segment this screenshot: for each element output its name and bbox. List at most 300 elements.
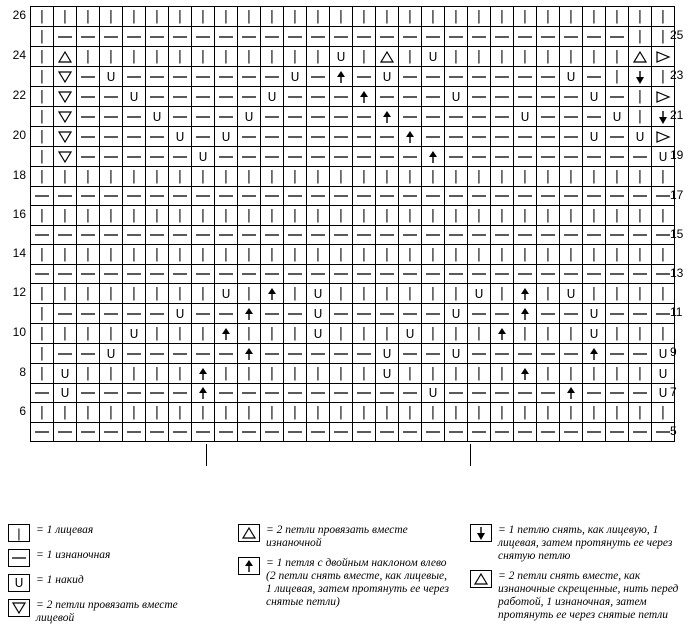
chart-cell: |: [215, 245, 238, 265]
chart-cell: [583, 384, 606, 403]
chart-cell: U: [652, 364, 675, 384]
chart-cell: |: [169, 7, 192, 27]
chart-cell: |: [583, 403, 606, 423]
chart-cell: |: [261, 7, 284, 27]
chart-cell: [169, 187, 192, 206]
chart-cell: |: [330, 206, 353, 226]
chart-cell: |: [652, 324, 675, 344]
chart-cell: [261, 67, 284, 87]
chart-cell: |: [31, 245, 54, 265]
chart-cell: |: [238, 167, 261, 187]
chart-cell: [215, 147, 238, 167]
chart-cell: [560, 344, 583, 364]
legend-symbol-double-decrease-icon: [238, 557, 260, 575]
chart-cell: |: [100, 403, 123, 423]
chart-cell: |: [491, 167, 514, 187]
chart-cell: [514, 27, 537, 47]
chart-cell: |: [307, 245, 330, 265]
chart-cell: |: [169, 167, 192, 187]
chart-cell: [261, 27, 284, 47]
chart-cell: [284, 187, 307, 206]
chart-cell: [353, 87, 376, 107]
chart-cell: |: [123, 403, 146, 423]
chart-cell: [238, 344, 261, 364]
chart-cell: [560, 304, 583, 324]
chart-cell: |: [284, 167, 307, 187]
chart-cell: [54, 127, 77, 147]
chart-cell: [422, 107, 445, 127]
chart-cell: [606, 384, 629, 403]
chart-cell: |: [100, 206, 123, 226]
chart-cell: [376, 304, 399, 324]
chart-cell: [583, 27, 606, 47]
row-label-right: 19: [670, 148, 684, 162]
chart-cell: |: [491, 7, 514, 27]
chart-cell: |: [399, 47, 422, 67]
chart-cell: [422, 344, 445, 364]
chart-cell: [514, 284, 537, 304]
chart-row: [31, 67, 675, 87]
chart-cell: [468, 187, 491, 206]
chart-cell: |: [422, 245, 445, 265]
chart-cell: [215, 324, 238, 344]
chart-cell: [468, 384, 491, 403]
chart-cell: [399, 147, 422, 167]
chart-cell: [537, 187, 560, 206]
row-label-right: 21: [670, 108, 684, 122]
chart-cell: |: [307, 403, 330, 423]
chart-cell: |: [376, 167, 399, 187]
chart-cell: U: [284, 67, 307, 87]
chart-cell: |: [54, 324, 77, 344]
legend-symbol-p2tog-icon: [470, 570, 492, 588]
chart-cell: U: [100, 344, 123, 364]
chart-cell: |: [445, 364, 468, 384]
chart-cell: [468, 344, 491, 364]
chart-cell: |: [123, 7, 146, 27]
chart-cell: [422, 226, 445, 245]
chart-cell: [376, 226, 399, 245]
chart-cell: |: [215, 403, 238, 423]
chart-cell: [491, 384, 514, 403]
chart-cell: [629, 384, 652, 403]
chart-cell: |: [629, 324, 652, 344]
chart-cell: |: [629, 403, 652, 423]
chart-cell: |: [514, 245, 537, 265]
chart-cell: [353, 67, 376, 87]
chart-cell: [54, 87, 77, 107]
chart-cell: U: [606, 107, 629, 127]
chart-cell: |: [54, 7, 77, 27]
chart-cell: |: [261, 47, 284, 67]
chart-cell: [353, 265, 376, 284]
chart-cell: [445, 384, 468, 403]
chart-cell: [399, 384, 422, 403]
chart-cell: [169, 147, 192, 167]
chart-cell: [261, 265, 284, 284]
chart-cell: |: [652, 27, 675, 47]
chart-cell: |: [169, 47, 192, 67]
chart-row: [31, 147, 675, 167]
chart-cell: |: [353, 403, 376, 423]
chart-cell: [54, 344, 77, 364]
chart-cell: U: [629, 127, 652, 147]
chart-cell: |: [399, 403, 422, 423]
chart-cell: |: [31, 167, 54, 187]
chart-cell: [215, 384, 238, 403]
chart-cell: [491, 187, 514, 206]
chart-cell: [192, 67, 215, 87]
chart-cell: |: [652, 403, 675, 423]
chart-cell: |: [31, 87, 54, 107]
chart-cell: |: [31, 304, 54, 324]
chart-cell: |: [583, 47, 606, 67]
chart-cell: [330, 87, 353, 107]
chart-cell: [652, 47, 675, 67]
chart-cell: [468, 107, 491, 127]
chart-cell: |: [629, 27, 652, 47]
chart-cell: [514, 67, 537, 87]
chart-cell: [215, 304, 238, 324]
chart-cell: |: [629, 7, 652, 27]
chart-cell: [31, 187, 54, 206]
chart-cell: [537, 87, 560, 107]
chart-cell: [514, 127, 537, 147]
row-label-left: 24: [12, 48, 26, 62]
chart-cell: |: [537, 403, 560, 423]
chart-cell: [353, 187, 376, 206]
chart-cell: |: [284, 7, 307, 27]
chart-cell: [307, 27, 330, 47]
chart-cell: [491, 107, 514, 127]
chart-cell: U: [169, 304, 192, 324]
chart-cell: [606, 87, 629, 107]
chart-cell: [238, 384, 261, 403]
chart-cell: |: [77, 364, 100, 384]
legend-item: [238, 557, 453, 609]
chart-cell: [514, 344, 537, 364]
chart-cell: [560, 147, 583, 167]
chart-cell: [123, 344, 146, 364]
chart-cell: |: [284, 284, 307, 304]
chart-cell: |: [583, 245, 606, 265]
chart-cell: |: [146, 324, 169, 344]
chart-cell: [353, 384, 376, 403]
chart-cell: |: [284, 403, 307, 423]
chart-cell: [560, 265, 583, 284]
chart-cell: [422, 87, 445, 107]
chart-cell: [445, 107, 468, 127]
chart-cell: [399, 87, 422, 107]
chart-cell: |: [422, 284, 445, 304]
chart-row: [31, 304, 675, 324]
chart-cell: [100, 226, 123, 245]
chart-cell: [537, 147, 560, 167]
chart-cell: |: [606, 167, 629, 187]
chart-cell: |: [215, 364, 238, 384]
chart-cell: U: [376, 344, 399, 364]
chart-cell: U: [445, 344, 468, 364]
chart-cell: [238, 27, 261, 47]
chart-cell: |: [100, 245, 123, 265]
chart-cell: |: [31, 403, 54, 423]
chart-cell: [284, 147, 307, 167]
chart-cell: [537, 384, 560, 403]
chart-cell: U: [445, 304, 468, 324]
chart-cell: |: [560, 167, 583, 187]
chart-cell: [606, 344, 629, 364]
chart-cell: [215, 27, 238, 47]
row-label-right: 11: [670, 305, 683, 319]
chart-cell: |: [353, 284, 376, 304]
chart-cell: |: [284, 245, 307, 265]
chart-cell: |: [100, 284, 123, 304]
chart-cell: [491, 87, 514, 107]
legend-item: [238, 524, 453, 550]
chart-cell: |: [77, 167, 100, 187]
chart-row: [31, 47, 675, 67]
chart-cell: U: [261, 87, 284, 107]
chart-cell: |: [652, 7, 675, 27]
chart-cell: |: [606, 403, 629, 423]
chart-cell: [629, 423, 652, 442]
chart-row: [31, 245, 675, 265]
chart-cell: |: [169, 324, 192, 344]
chart-cell: |: [31, 107, 54, 127]
chart-table: [30, 6, 675, 442]
legend-column-2: [238, 524, 453, 616]
legend-symbol-purl-icon: [8, 549, 30, 567]
chart-cell: |: [54, 245, 77, 265]
chart-cell: [238, 423, 261, 442]
chart-cell: [353, 147, 376, 167]
chart-cell: [100, 187, 123, 206]
chart-cell: [537, 265, 560, 284]
chart-cell: [146, 67, 169, 87]
chart-cell: [583, 226, 606, 245]
chart-cell: |: [169, 284, 192, 304]
chart-cell: [399, 344, 422, 364]
chart-cell: [307, 226, 330, 245]
chart-cell: |: [31, 47, 54, 67]
chart-cell: |: [606, 67, 629, 87]
chart-row: [31, 344, 675, 364]
chart-cell: |: [330, 324, 353, 344]
chart-cell: |: [238, 364, 261, 384]
chart-cell: [606, 147, 629, 167]
chart-cell: [192, 87, 215, 107]
chart-cell: U: [215, 127, 238, 147]
chart-cell: |: [307, 206, 330, 226]
chart-cell: |: [537, 167, 560, 187]
chart-cell: U: [376, 67, 399, 87]
chart-cell: [399, 265, 422, 284]
chart-cell: |: [376, 245, 399, 265]
chart-cell: |: [445, 167, 468, 187]
chart-cell: |: [445, 324, 468, 344]
chart-cell: [629, 304, 652, 324]
chart-cell: [583, 107, 606, 127]
chart-cell: [560, 127, 583, 147]
chart-cell: U: [123, 324, 146, 344]
chart-cell: |: [353, 47, 376, 67]
row-label-right: 7: [670, 385, 677, 399]
chart-cell: U: [100, 67, 123, 87]
chart-cell: [54, 304, 77, 324]
chart-cell: [606, 226, 629, 245]
chart-cell: |: [560, 364, 583, 384]
chart-cell: [376, 107, 399, 127]
chart-cell: |: [100, 364, 123, 384]
chart-row: [31, 265, 675, 284]
chart-cell: [192, 187, 215, 206]
chart-cell: [100, 147, 123, 167]
chart-cell: [445, 27, 468, 47]
chart-cell: [192, 265, 215, 284]
chart-cell: |: [353, 206, 376, 226]
chart-cell: |: [31, 344, 54, 364]
chart-cell: [537, 27, 560, 47]
chart-cell: [376, 384, 399, 403]
chart-cell: |: [422, 403, 445, 423]
chart-cell: [491, 265, 514, 284]
chart-cell: [146, 27, 169, 47]
chart-cell: |: [77, 206, 100, 226]
legend-text: = 1 петля с двойным наклоном влево (2 петли снять вместе, как лицевые, 1 лицевая, затем протянуть ее через снятые петли): [266, 557, 449, 608]
legend-text: = 2 петли провязать вместе лицевой: [36, 599, 178, 624]
chart-cell: [422, 265, 445, 284]
chart-cell: [54, 67, 77, 87]
chart-cell: U: [169, 127, 192, 147]
chart-cell: [307, 87, 330, 107]
repeat-marker: [206, 444, 207, 466]
chart-cell: [146, 127, 169, 147]
chart-cell: |: [192, 47, 215, 67]
chart-cell: [330, 344, 353, 364]
chart-cell: U: [399, 324, 422, 344]
chart-cell: [583, 67, 606, 87]
chart-cell: |: [399, 167, 422, 187]
row-label-right: 15: [670, 227, 684, 241]
chart-cell: [491, 304, 514, 324]
chart-cell: |: [31, 7, 54, 27]
chart-cell: [560, 107, 583, 127]
chart-cell: U: [560, 67, 583, 87]
chart-cell: |: [77, 324, 100, 344]
chart-row: [31, 324, 675, 344]
chart-cell: [445, 127, 468, 147]
chart-cell: [491, 226, 514, 245]
chart-cell: |: [606, 284, 629, 304]
chart-cell: [353, 344, 376, 364]
chart-cell: [330, 187, 353, 206]
chart-cell: [77, 187, 100, 206]
chart-grid: [30, 6, 675, 442]
chart-cell: [77, 226, 100, 245]
chart-cell: [399, 423, 422, 442]
chart-cell: [514, 226, 537, 245]
chart-cell: [31, 423, 54, 442]
chart-cell: [629, 344, 652, 364]
chart-cell: [514, 364, 537, 384]
chart-cell: |: [629, 245, 652, 265]
chart-cell: |: [146, 7, 169, 27]
chart-cell: [77, 265, 100, 284]
chart-cell: [537, 344, 560, 364]
chart-row: [31, 107, 675, 127]
chart-row: [31, 423, 675, 442]
chart-cell: [353, 304, 376, 324]
chart-cell: [330, 27, 353, 47]
chart-cell: [146, 423, 169, 442]
chart-cell: [629, 187, 652, 206]
chart-cell: |: [491, 245, 514, 265]
chart-cell: [629, 265, 652, 284]
chart-cell: [123, 27, 146, 47]
legend-item: [8, 524, 218, 542]
chart-cell: [422, 27, 445, 47]
chart-cell: [399, 187, 422, 206]
chart-cell: [77, 384, 100, 403]
chart-cell: |: [54, 284, 77, 304]
chart-cell: |: [606, 206, 629, 226]
chart-cell: |: [238, 206, 261, 226]
chart-cell: U: [583, 87, 606, 107]
chart-row: [31, 27, 675, 47]
chart-row: [31, 187, 675, 206]
chart-cell: [169, 27, 192, 47]
chart-cell: |: [169, 364, 192, 384]
chart-row: [31, 284, 675, 304]
chart-cell: [77, 27, 100, 47]
row-label-left: 18: [12, 168, 26, 182]
chart-cell: |: [284, 206, 307, 226]
chart-cell: [399, 107, 422, 127]
chart-cell: |: [238, 47, 261, 67]
chart-cell: |: [77, 284, 100, 304]
chart-cell: |: [445, 403, 468, 423]
chart-cell: U: [652, 384, 675, 403]
chart-cell: [468, 226, 491, 245]
chart-cell: [123, 304, 146, 324]
chart-cell: |: [537, 324, 560, 344]
chart-cell: [491, 147, 514, 167]
chart-cell: |: [353, 324, 376, 344]
chart-cell: [491, 344, 514, 364]
chart-cell: U: [330, 47, 353, 67]
chart-row: [31, 226, 675, 245]
chart-cell: U: [468, 284, 491, 304]
chart-cell: [169, 423, 192, 442]
chart-cell: |: [468, 167, 491, 187]
chart-cell: |: [491, 206, 514, 226]
chart-cell: |: [261, 167, 284, 187]
legend-item: [8, 549, 218, 567]
chart-cell: [583, 147, 606, 167]
chart-cell: [238, 304, 261, 324]
chart-cell: U: [307, 284, 330, 304]
chart-cell: [146, 147, 169, 167]
chart-cell: [399, 67, 422, 87]
chart-cell: [284, 107, 307, 127]
chart-cell: [261, 344, 284, 364]
chart-cell: [284, 27, 307, 47]
legend-text: = 2 петли снять вместе, как изнаночные скрещенные, нить перед работой, 1 изнаночная, затем протянуть ее через снятые петли: [498, 570, 679, 621]
chart-cell: [606, 265, 629, 284]
chart-cell: [192, 423, 215, 442]
chart-cell: U: [54, 384, 77, 403]
chart-cell: U: [238, 107, 261, 127]
